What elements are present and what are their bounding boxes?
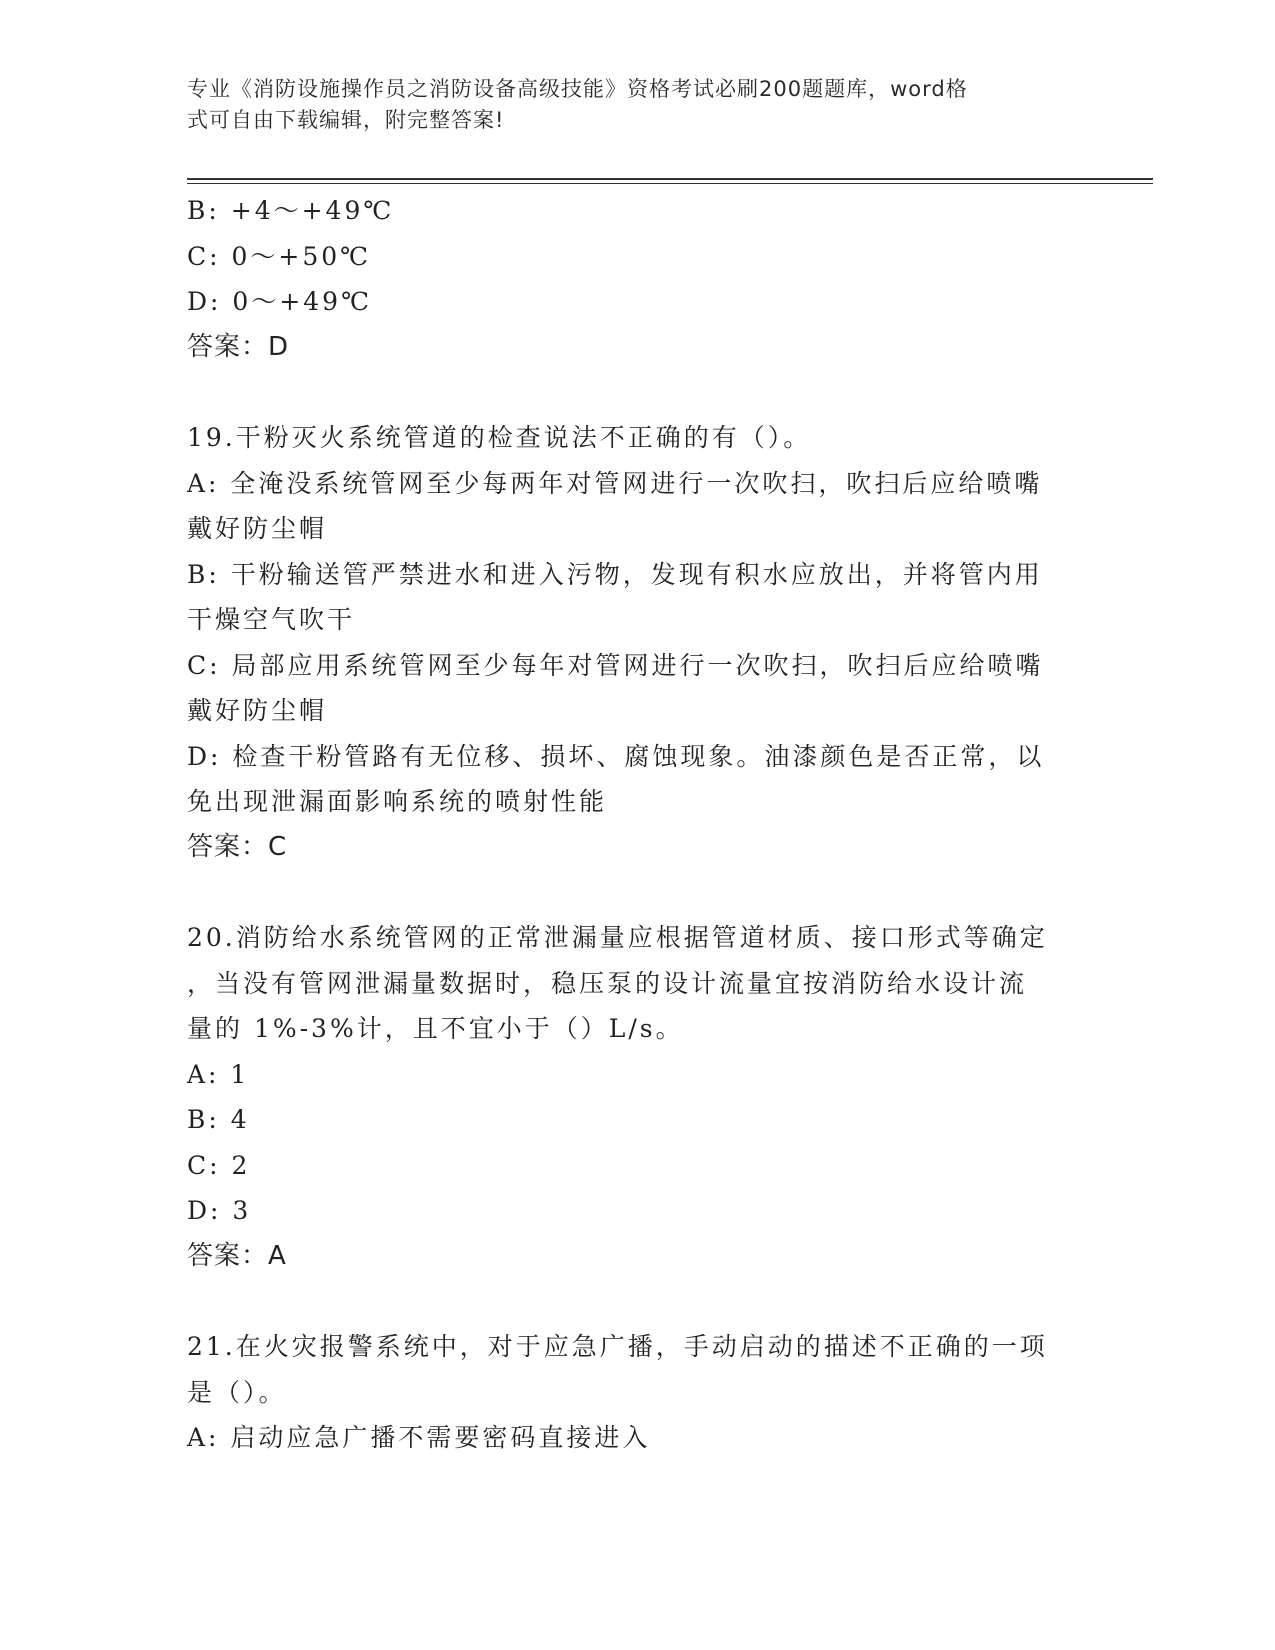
spacer [187, 870, 1077, 915]
option-d: D: 0～+49℃ [187, 287, 373, 316]
option-d: D: 3 [187, 1196, 252, 1225]
question-19 [187, 415, 1077, 870]
question-text-continued: 量的 1%-3%计，且不宜小于（）L/s。 [187, 1014, 684, 1043]
option-c: C: 2 [187, 1150, 251, 1180]
spacer [187, 370, 1077, 415]
answer: 答案：D [187, 331, 290, 362]
option-d: D: 检查干粉管路有无位移、损坏、腐蚀现象。油漆颜色是否正常，以 [187, 741, 1045, 771]
question-21 [187, 1324, 1077, 1461]
question-text: 19.干粉灭火系统管道的检查说法不正确的有（）。 [187, 423, 812, 452]
option-a: A: 启动应急广播不需要密码直接进入 [187, 1423, 651, 1452]
option-c: C: 局部应用系统管网至少每年对管网进行一次吹扫，吹扫后应给喷嘴 [187, 650, 1044, 680]
option-b-continued: 干燥空气吹干 [187, 605, 356, 634]
question-text-continued: 是（）。 [187, 1377, 287, 1407]
option-b: B: +4～+49℃ [187, 196, 395, 225]
header-divider-thick [187, 178, 1153, 180]
header-line-1: 专业《消防设施操作员之消防设备高级技能》资格考试必刷200题题库，word格 [187, 77, 968, 101]
question-content [187, 188, 1077, 1461]
question-text: 20.消防给水系统管网的正常泄漏量应根据管道材质、接口形式等确定 [187, 923, 1048, 952]
option-a: A: 全淹没系统管网至少每两年对管网进行一次吹扫，吹扫后应给喷嘴 [187, 468, 1043, 498]
header-divider-thin [187, 183, 1153, 184]
option-a-continued: 戴好防尘帽 [187, 514, 328, 543]
question-text-continued: ，当没有管网泄漏量数据时，稳压泵的设计流量宜按消防给水设计流 [187, 968, 1028, 998]
question-20 [187, 915, 1077, 1279]
option-b: B: 干粉输送管严禁进水和进入污物，发现有积水应放出，并将管内用 [187, 559, 1043, 589]
option-c-continued: 戴好防尘帽 [187, 696, 328, 725]
question-18-tail [187, 188, 1077, 370]
option-c: C: 0～+50℃ [187, 241, 372, 271]
spacer [187, 1279, 1077, 1324]
option-d-continued: 免出现泄漏面影响系统的喷射性能 [187, 787, 608, 816]
answer: 答案：C [187, 831, 288, 862]
answer: 答案：A [187, 1240, 287, 1271]
document-header [187, 74, 1067, 136]
question-text: 21.在火灾报警系统中，对于应急广播，手动启动的描述不正确的一项 [187, 1332, 1048, 1361]
header-line-2: 式可自由下载编辑，附完整答案! [187, 108, 505, 132]
option-a: A: 1 [187, 1059, 250, 1089]
option-b: B: 4 [187, 1105, 250, 1134]
